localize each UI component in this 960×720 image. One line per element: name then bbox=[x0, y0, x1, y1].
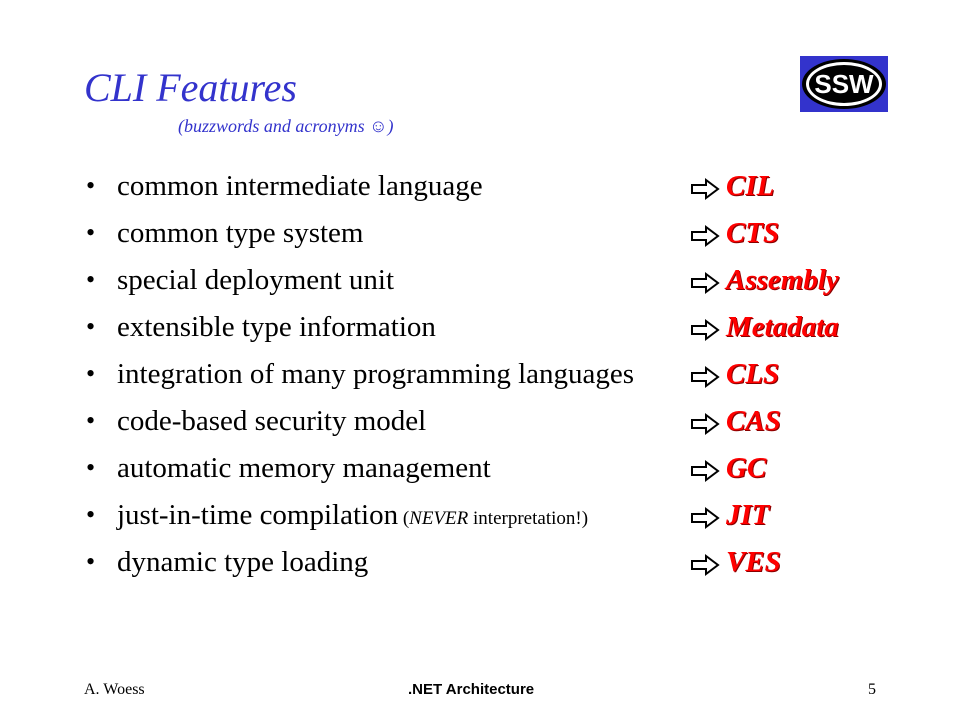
feature-acronym: JIT bbox=[726, 499, 770, 531]
slide-subtitle: (buzzwords and acronyms ☺) bbox=[178, 116, 394, 136]
bullet: • bbox=[86, 312, 96, 341]
list-item bbox=[86, 307, 886, 354]
bullet: • bbox=[86, 171, 96, 200]
feature-acronym: CIL bbox=[726, 170, 775, 202]
footer-course: .NET Architecture bbox=[408, 681, 535, 698]
feature-text: automatic memory management bbox=[117, 452, 491, 484]
feature-list bbox=[86, 166, 886, 589]
bullet: • bbox=[86, 218, 96, 247]
arrow-right-icon bbox=[690, 413, 720, 435]
note-rest: interpretation!) bbox=[468, 508, 589, 529]
footer-author: A. Woess bbox=[84, 681, 145, 698]
bullet: • bbox=[86, 406, 96, 435]
feature-text: just-in-time compilation bbox=[117, 499, 399, 531]
list-item bbox=[86, 495, 886, 542]
logo-text: SSW bbox=[814, 69, 874, 99]
list-item bbox=[86, 260, 886, 307]
note-emphasis: NEVER bbox=[409, 508, 469, 529]
list-item bbox=[86, 448, 886, 495]
feature-note bbox=[398, 508, 588, 529]
feature-text: dynamic type loading bbox=[117, 546, 369, 578]
feature-acronym: Assembly bbox=[726, 264, 839, 296]
feature-acronym: CAS bbox=[726, 405, 781, 437]
bullet: • bbox=[86, 500, 96, 529]
feature-acronym: Metadata bbox=[726, 311, 839, 343]
list-item bbox=[86, 542, 886, 589]
feature-text: common type system bbox=[117, 217, 364, 249]
footer-page-number: 5 bbox=[868, 681, 876, 698]
arrow-right-icon bbox=[690, 460, 720, 482]
bullet: • bbox=[86, 453, 96, 482]
list-item bbox=[86, 213, 886, 260]
note-open: ( bbox=[398, 508, 410, 529]
arrow-right-icon bbox=[690, 554, 720, 576]
feature-text: extensible type information bbox=[117, 311, 436, 343]
feature-acronym: VES bbox=[726, 546, 781, 578]
slide-title: CLI Features bbox=[84, 65, 297, 110]
feature-acronym: CLS bbox=[726, 358, 780, 390]
list-item bbox=[86, 166, 886, 213]
arrow-right-icon bbox=[690, 178, 720, 200]
bullet: • bbox=[86, 359, 96, 388]
list-item bbox=[86, 354, 886, 401]
arrow-right-icon bbox=[690, 272, 720, 294]
arrow-right-icon bbox=[690, 225, 720, 247]
arrow-right-icon bbox=[690, 507, 720, 529]
feature-text: code-based security model bbox=[117, 405, 427, 437]
bullet: • bbox=[86, 265, 96, 294]
arrow-right-icon bbox=[690, 319, 720, 341]
feature-text: integration of many programming languages bbox=[117, 358, 635, 390]
bullet: • bbox=[86, 547, 96, 576]
arrow-right-icon bbox=[690, 366, 720, 388]
list-item bbox=[86, 401, 886, 448]
feature-text: common intermediate language bbox=[117, 170, 483, 202]
ssw-logo bbox=[800, 56, 888, 112]
feature-acronym: CTS bbox=[726, 217, 780, 249]
feature-text-with-note bbox=[117, 497, 588, 537]
feature-text: special deployment unit bbox=[117, 264, 395, 296]
feature-acronym: GC bbox=[726, 452, 767, 484]
